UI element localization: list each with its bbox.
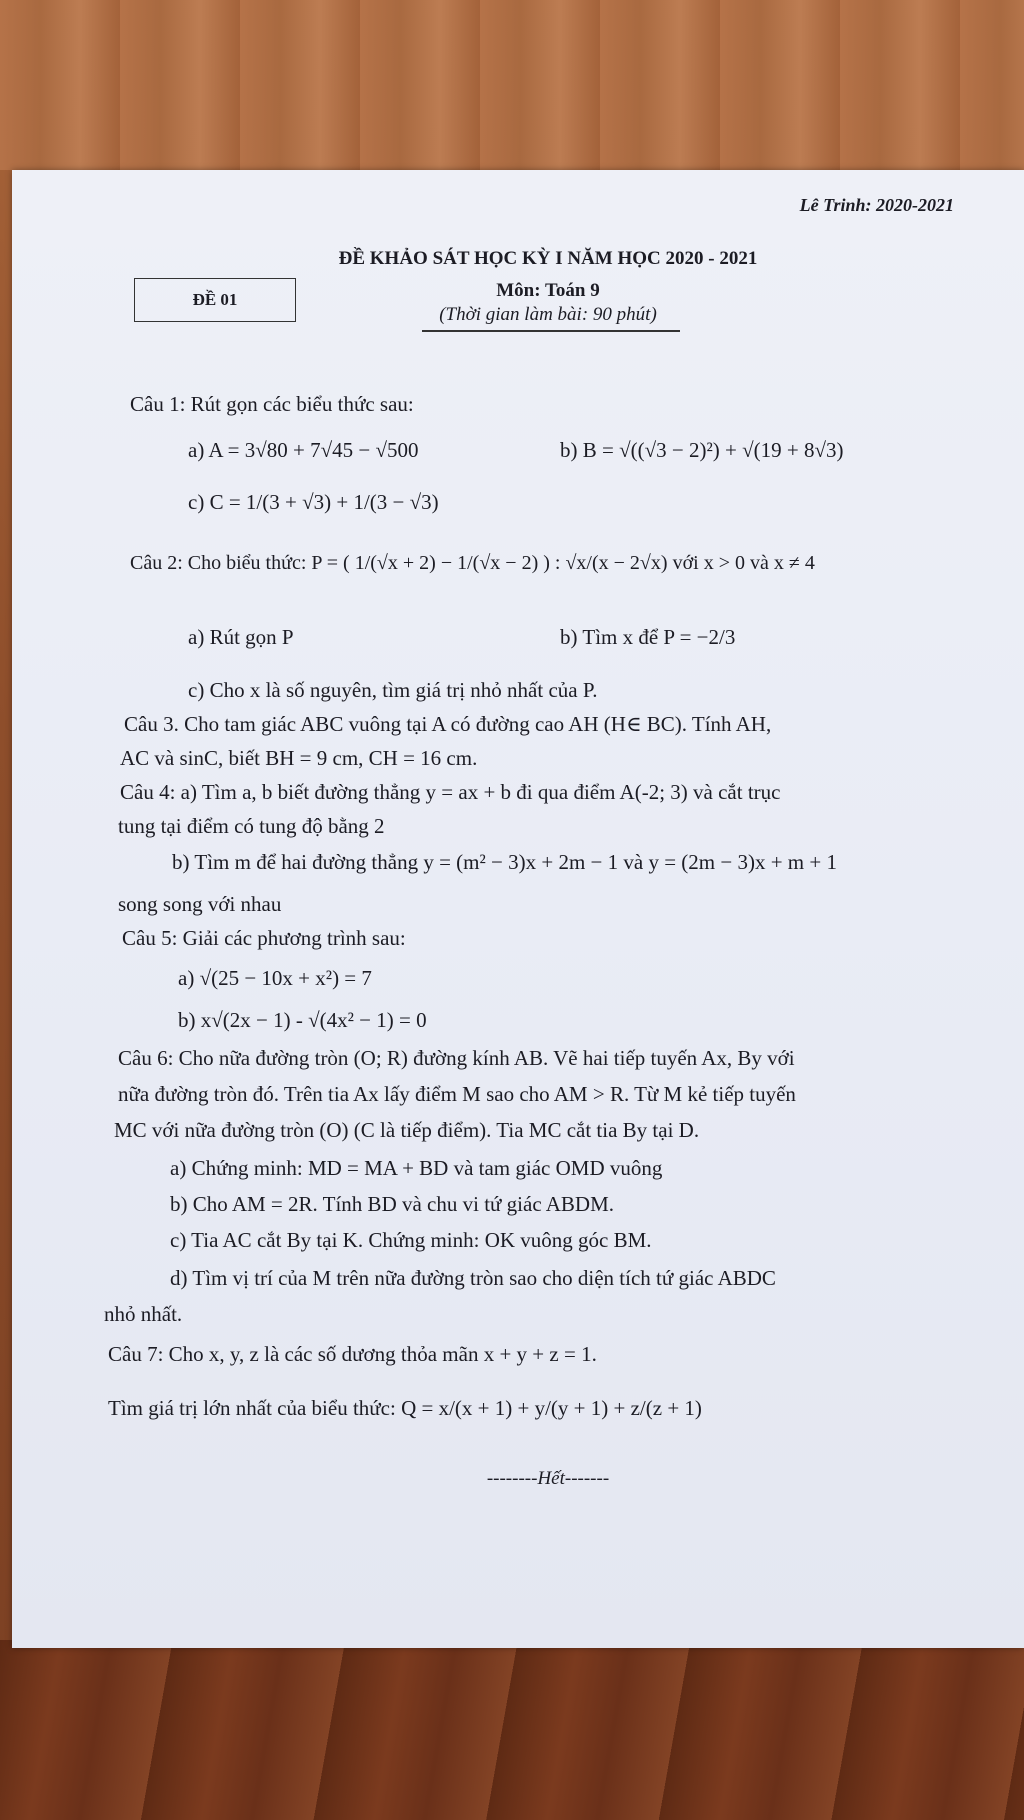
question-6-line-1: Câu 6: Cho nữa đường tròn (O; R) đường kính AB. Vẽ hai tiếp tuyến Ax, By với xyxy=(118,1046,795,1070)
question-4b-line-1: b) Tìm m để hai đường thẳng y = (m² − 3)x + 2m − 1 và y = (2m − 3)x + m + 1 xyxy=(172,850,837,874)
exam-code: ĐỀ 01 xyxy=(192,290,238,309)
question-1-prompt: Câu 1: Rút gọn các biểu thức sau: xyxy=(130,392,414,416)
question-6-line-2: nữa đường tròn đó. Trên tia Ax lấy điểm M sao cho AM > R. Từ M kẻ tiếp tuyến xyxy=(118,1082,796,1106)
question-2c: c) Cho x là số nguyên, tìm giá trị nhỏ nhất của P. xyxy=(188,678,598,702)
table-surface-top xyxy=(0,0,1024,170)
question-2-prompt: Câu 2: Cho biểu thức: P = ( 1/(√x + 2) − 1/(√x − 2) ) : √x/(x − 2√x) với x > 0 và x ≠ 4 xyxy=(130,552,815,574)
exam-title: ĐỀ KHẢO SÁT HỌC KỲ I NĂM HỌC 2020 - 2021 xyxy=(338,248,758,269)
table-surface-bottom xyxy=(0,1640,1024,1820)
question-4-line-1: Câu 4: a) Tìm a, b biết đường thẳng y = ax + b đi qua điểm A(-2; 3) và cắt trục xyxy=(120,780,781,804)
duration-line: (Thời gian làm bài: 90 phút) xyxy=(439,304,657,325)
question-1a: a) A = 3√80 + 7√45 − √500 xyxy=(188,438,419,462)
question-6d-line-2: nhỏ nhất. xyxy=(104,1302,183,1326)
question-6a: a) Chứng minh: MD = MA + BD và tam giác OMD vuông xyxy=(170,1156,663,1180)
question-6-line-3: MC với nữa đường tròn (O) (C là tiếp điểm). Tia MC cắt tia By tại D. xyxy=(114,1118,700,1142)
author-line: Lê Trinh: 2020-2021 xyxy=(799,195,954,215)
question-6d-line-1: d) Tìm vị trí của M trên nữa đường tròn sao cho diện tích tứ giác ABDC xyxy=(170,1266,776,1290)
exam-paper xyxy=(12,170,1024,1648)
question-3-line-2: AC và sinC, biết BH = 9 cm, CH = 16 cm. xyxy=(120,746,478,770)
question-7-line-2: Tìm giá trị lớn nhất của biểu thức: Q = x/(x + 1) + y/(y + 1) + z/(z + 1) xyxy=(108,1396,702,1420)
question-1b: b) B = √((√3 − 2)²) + √(19 + 8√3) xyxy=(560,438,844,462)
subject-line: Môn: Toán 9 xyxy=(496,280,600,301)
question-4-line-2: tung tại điểm có tung độ bằng 2 xyxy=(118,814,385,838)
question-4b-line-2: song song với nhau xyxy=(118,892,282,916)
question-5-prompt: Câu 5: Giải các phương trình sau: xyxy=(122,926,406,950)
question-5a: a) √(25 − 10x + x²) = 7 xyxy=(178,966,372,990)
question-3-line-1: Câu 3. Cho tam giác ABC vuông tại A có đường cao AH (H∈ BC). Tính AH, xyxy=(124,712,772,736)
question-6b: b) Cho AM = 2R. Tính BD và chu vi tứ giác ABDM. xyxy=(170,1192,615,1216)
question-2a: a) Rút gọn P xyxy=(188,625,294,649)
question-6c: c) Tia AC cắt By tại K. Chứng minh: OK vuông góc BM. xyxy=(170,1228,652,1252)
question-2b: b) Tìm x để P = −2/3 xyxy=(560,625,736,649)
question-7-line-1: Câu 7: Cho x, y, z là các số dương thỏa mãn x + y + z = 1. xyxy=(108,1342,597,1366)
question-1c: c) C = 1/(3 + √3) + 1/(3 − √3) xyxy=(188,490,439,514)
question-5b: b) x√(2x − 1) - √(4x² − 1) = 0 xyxy=(178,1008,427,1032)
header-underline xyxy=(422,330,680,332)
end-marker: --------Hết------- xyxy=(486,1468,610,1489)
